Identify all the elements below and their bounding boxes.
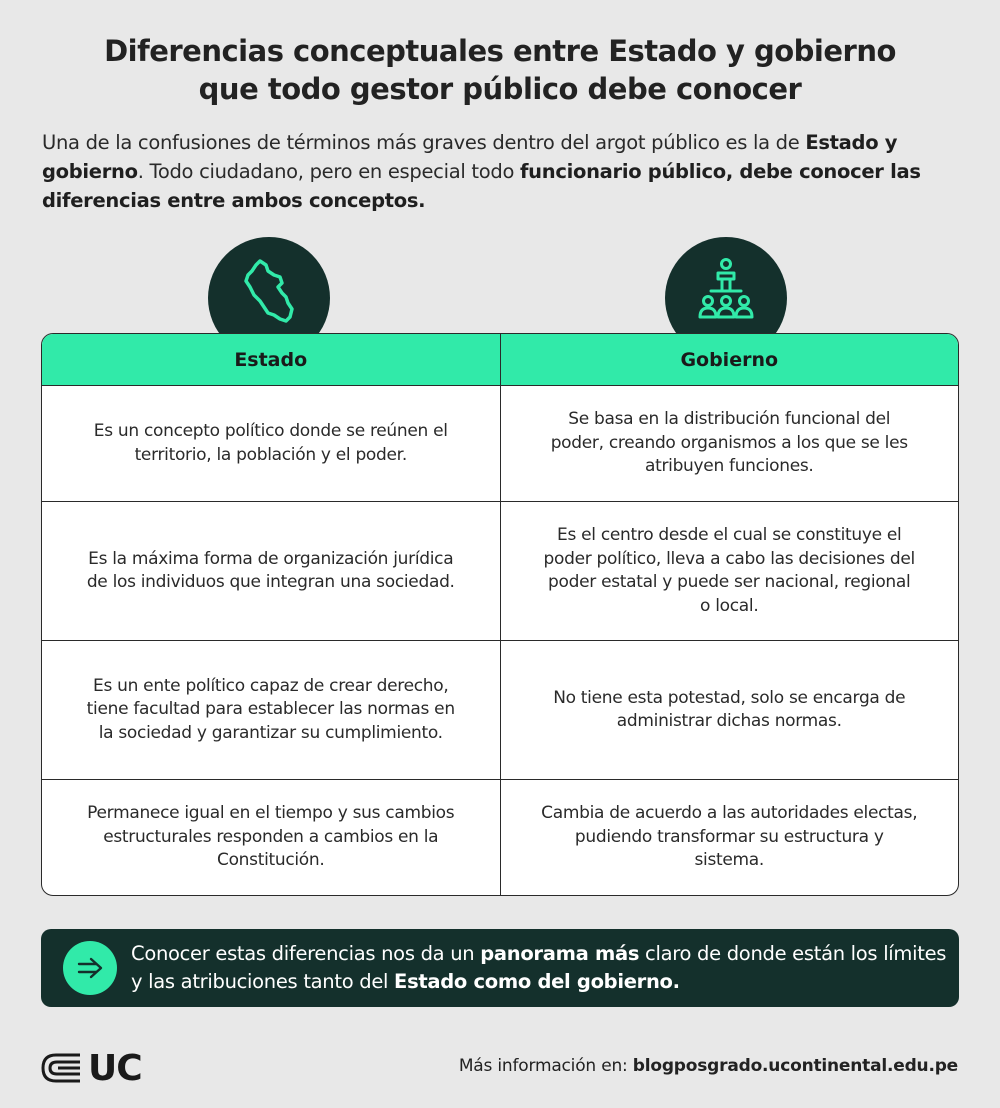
footer-label: Más información en: (458, 1056, 633, 1076)
uc-logo (40, 1048, 142, 1088)
page-title (40, 32, 960, 108)
table-row (42, 502, 958, 641)
estado-cell: Es un concepto político donde se reúnen el territorio, la población y el poder. (93, 421, 448, 465)
table-row (42, 641, 958, 780)
arrow-right-icon (76, 957, 104, 979)
estado-cell: Es la máxima forma de organización jurídica de los individuos que integran una sociedad. (86, 548, 455, 592)
logo-text: UC (88, 1047, 142, 1089)
table-header (42, 334, 958, 386)
gobierno-cell: No tiene esta potestad, solo se encarga de administrar dichas normas. (500, 641, 959, 779)
government-podium-icon (693, 257, 759, 323)
intro-bold-1: Estado y gobierno (42, 131, 898, 183)
gobierno-cell: Cambia de acuerdo a las autoridades electas, pudiendo transformar su estructura y sistema. (500, 780, 959, 895)
conclusion-text (131, 940, 959, 996)
estado-cell: Es un ente político capaz de crear derecho, tiene facultad para establecer las normas en la sociedad y garantizar su cumplimiento. (86, 675, 455, 743)
intro-text-1: Una de la confusiones de términos más graves dentro del argot público es la de (42, 131, 806, 154)
banner-bold-1: panorama más (480, 942, 640, 965)
gobierno-cell: Se basa en la distribución funcional del poder, creando organismos a los que se les atribuyen funciones. (500, 386, 959, 501)
title-line-1: Diferencias conceptuales entre Estado y gobierno (104, 34, 896, 68)
gobierno-cell: Es el centro desde el cual se constituye el poder político, lleva a cabo las decisiones del poder estatal y puede ser nacional, regional o local. (500, 502, 959, 640)
intro-bold-2: funcionario público, debe conocer las diferencias entre ambos conceptos. (42, 160, 921, 212)
title-line-2: que todo gestor público debe conocer (198, 72, 802, 106)
conclusion-banner (41, 929, 959, 1007)
comparison-table (41, 333, 959, 896)
intro-text-2: . Todo ciudadano, pero en especial todo (137, 160, 520, 183)
table-row (42, 386, 958, 502)
uc-logo-icon (40, 1052, 82, 1084)
banner-text-2: claro de donde están los límites y las atribuciones tanto del (131, 942, 947, 993)
estado-cell: Permanece igual en el tiempo y sus cambios estructurales responden a cambios en la Constitución. (87, 803, 455, 871)
column-header-gobierno: Gobierno (500, 334, 959, 385)
peru-map-icon (238, 257, 300, 327)
banner-bold-2: Estado como del gobierno. (394, 970, 680, 993)
intro-paragraph (42, 128, 962, 215)
banner-text-1: Conocer estas diferencias nos da un (131, 942, 481, 965)
arrow-badge (63, 941, 117, 995)
column-header-estado: Estado (234, 348, 308, 371)
footer-url[interactable]: blogposgrado.ucontinental.edu.pe (632, 1056, 958, 1076)
table-row (42, 780, 958, 895)
footer-info (459, 1056, 958, 1076)
